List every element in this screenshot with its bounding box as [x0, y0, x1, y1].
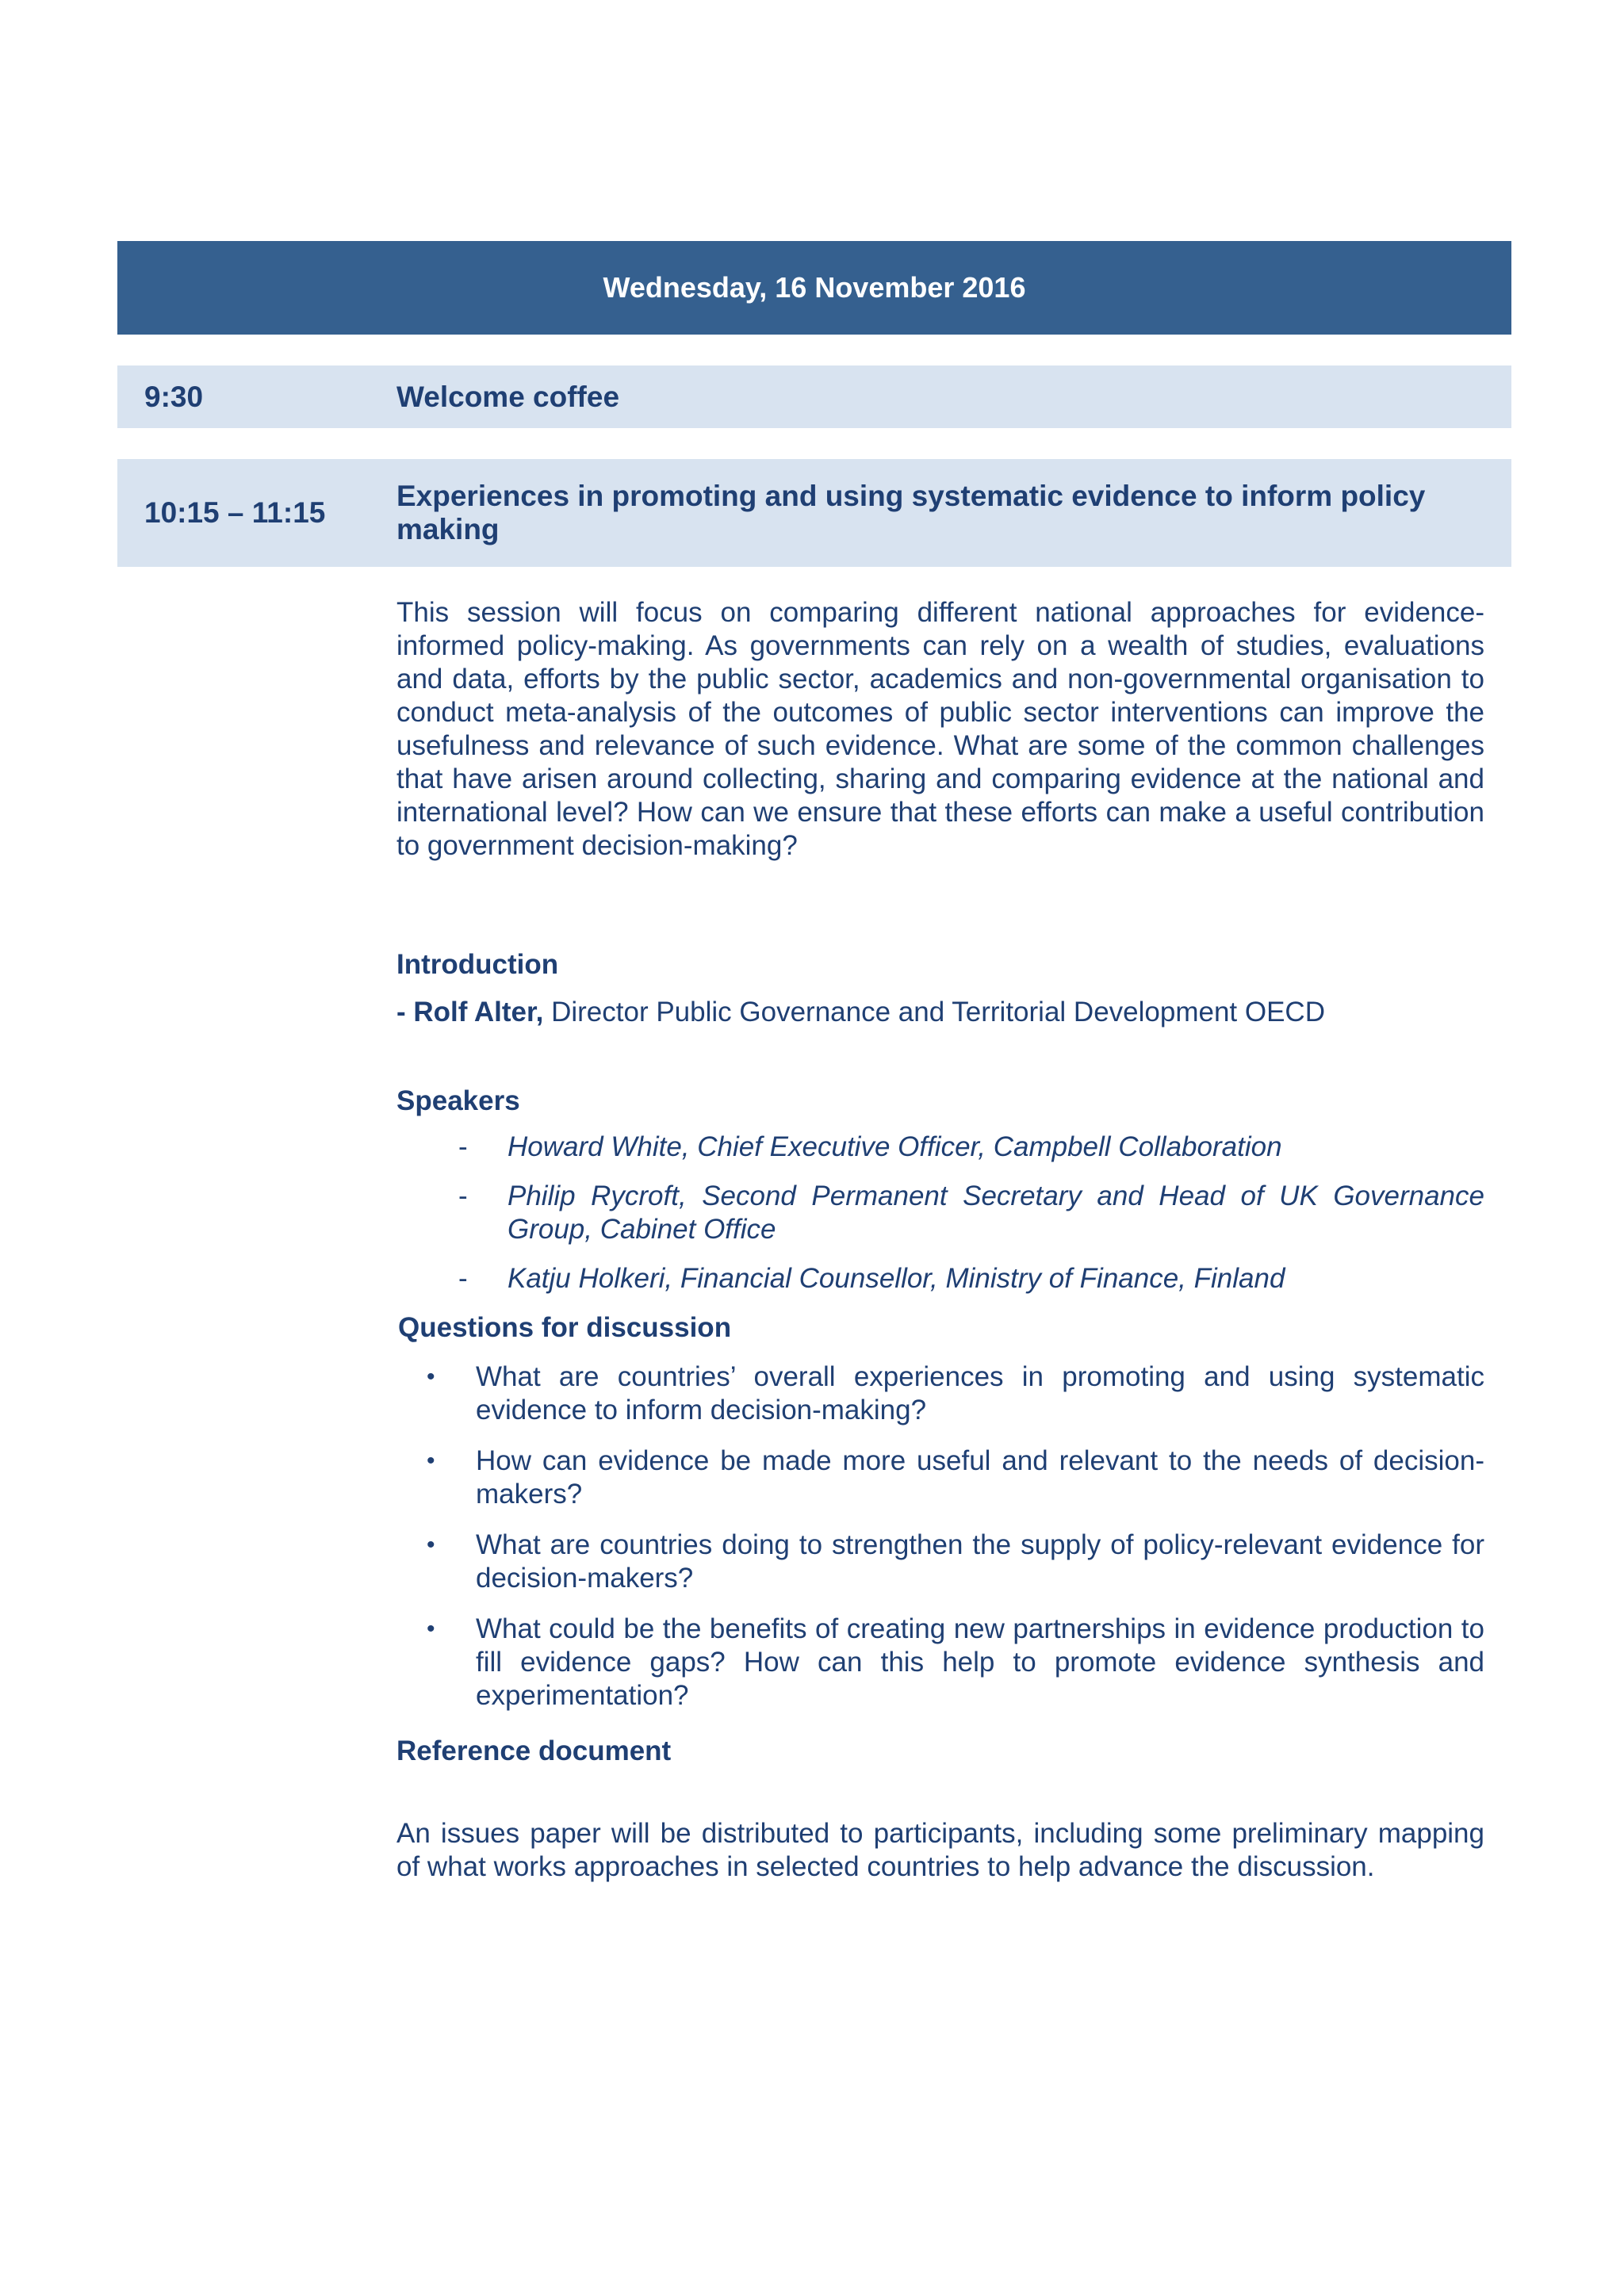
introducer-role: Director Public Governance and Territorial Development OECD: [543, 997, 1325, 1027]
question-text: What are countries’ overall experiences in promoting and using systematic evidence to inform decision-making?: [476, 1361, 1484, 1425]
speaker-text: Howard White, Chief Executive Officer, Campbell Collaboration: [508, 1131, 1282, 1162]
speaker-text: Katju Holkeri, Financial Counsellor, Ministry of Finance, Finland: [508, 1263, 1285, 1294]
question-list: [396, 1360, 1484, 1712]
introduction-heading: Introduction: [396, 949, 559, 980]
schedule-row-coffee: [117, 365, 1511, 428]
schedule-time: 9:30: [144, 380, 204, 413]
list-item: [396, 1613, 1484, 1712]
day-header: Wednesday, 16 November 2016: [117, 241, 1511, 335]
dash-marker: -: [458, 1181, 468, 1211]
session-description: This session will focus on comparing different national approaches for evidence-informed policy-making. As governments can rely on a wealth of studies, evaluations and data, efforts by the public sector, academics and non-governmental organisation to conduct meta-analysis of the outcomes of public sector interventions can improve the usefulness and relevance of such evidence. What are some of the common challenges that have arisen around collecting, sharing and comparing evidence at the national and international level? How can we ensure that these efforts can make a useful contribution to government decision-making?: [396, 597, 1484, 861]
speakers-heading: Speakers: [396, 1085, 520, 1116]
reference-heading: Reference document: [396, 1735, 672, 1766]
reference-text: An issues paper will be distributed to participants, including some preliminary mapping of what works approaches in selected countries to help advance the discussion.: [396, 1818, 1484, 1882]
list-item: [396, 1180, 1484, 1246]
list-item: [396, 1262, 1484, 1295]
bullet-icon: •: [427, 1364, 435, 1390]
list-item: [396, 1529, 1484, 1595]
question-text: How can evidence be made more useful and relevant to the needs of decision-makers?: [476, 1445, 1484, 1510]
speaker-text: Philip Rycroft, Second Permanent Secretary and Head of UK Governance Group, Cabinet Office: [508, 1181, 1484, 1245]
bullet-icon: •: [427, 1532, 435, 1558]
speaker-list: [396, 1131, 1484, 1295]
list-item: [396, 1131, 1484, 1164]
question-text: What could be the benefits of creating new partnerships in evidence production to fill evidence gaps? How can this help to promote evidence synthesis and experimentation?: [476, 1613, 1484, 1711]
question-text: What are countries doing to strengthen the supply of policy-relevant evidence for decision-makers?: [476, 1529, 1484, 1594]
dash-marker: -: [458, 1131, 468, 1162]
session-content: [396, 596, 1484, 1884]
bullet-icon: •: [427, 1448, 435, 1474]
schedule-time: 10:15 – 11:15: [144, 496, 326, 529]
schedule-title: Experiences in promoting and using systematic evidence to inform policy making: [396, 480, 1426, 545]
list-item: [396, 1445, 1484, 1511]
schedule-title: Welcome coffee: [396, 380, 620, 413]
questions-heading: Questions for discussion: [398, 1312, 732, 1343]
introduction-line: [396, 996, 1484, 1029]
introducer-name: - Rolf Alter,: [396, 997, 544, 1027]
dash-marker: -: [458, 1263, 468, 1294]
schedule-row-session: [117, 459, 1511, 567]
bullet-icon: •: [427, 1616, 435, 1642]
list-item: [396, 1360, 1484, 1427]
